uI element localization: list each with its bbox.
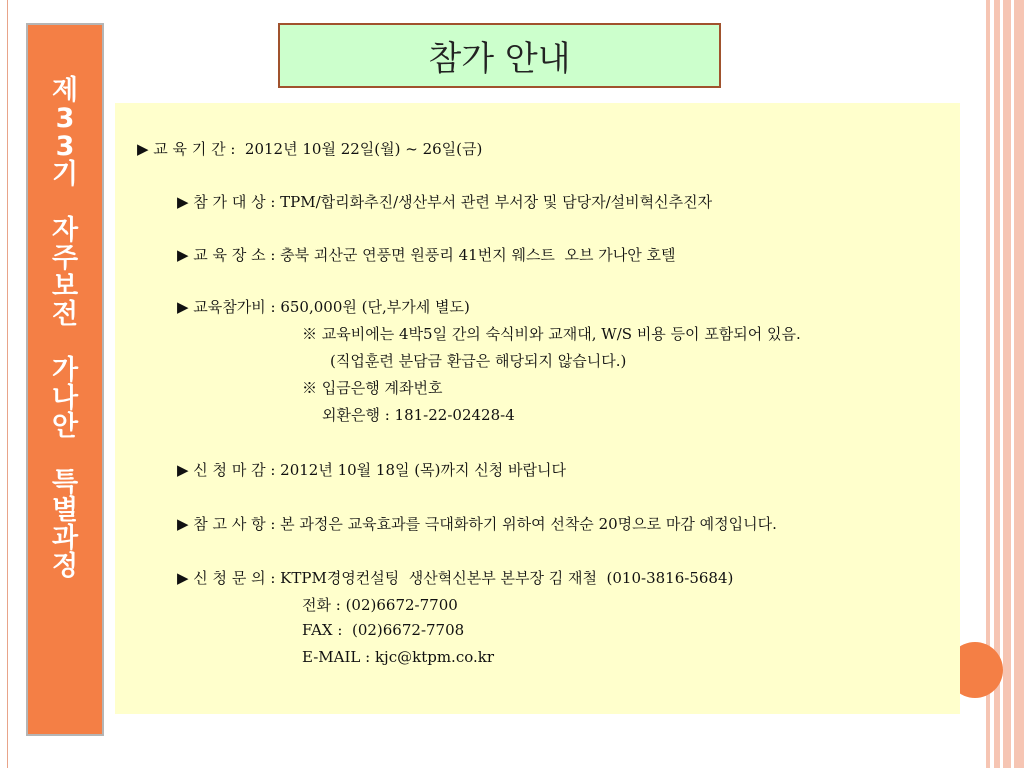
- target-participants: ▶ 참 가 대 상 : TPM/합리화추진/생산부서 관련 부서장 및 담당자/설비혁신추진자: [177, 193, 713, 211]
- content-panel: [115, 103, 960, 714]
- contact-email: E-MAIL : kjc@ktpm.co.kr: [302, 648, 495, 666]
- education-venue: ▶ 교 육 장 소 : 충북 괴산군 연풍면 원풍리 41번지 웨스트 오브 가나안 호텔: [177, 246, 676, 264]
- fee-refund-note: (직업훈련 분담금 환급은 해당되지 않습니다.): [330, 352, 627, 370]
- education-fee: ▶ 교육참가비 : 650,000원 (단,부가세 별도): [177, 298, 470, 316]
- side-title: 제 3 3 기 자 주 보 전 가 나 안 특 별 과 정: [51, 75, 79, 582]
- side-title-bar: [26, 23, 104, 736]
- fee-note: ※ 교육비에는 4박5일 간의 숙식비와 교재대, W/S 비용 등이 포함되어 있음.: [302, 325, 801, 343]
- application-deadline: ▶ 신 청 마 감 : 2012년 10월 18일 (목)까지 신청 바랍니다: [177, 461, 566, 479]
- page-title: 참가 안내: [278, 23, 721, 88]
- reference-notice: ▶ 참 고 사 항 : 본 과정은 교육효과를 극대화하기 위하여 선착순 20명으로 마감 예정입니다.: [177, 515, 777, 533]
- contact-phone: 전화 : (02)6672-7700: [302, 596, 458, 614]
- bank-note: ※ 입금은행 계좌번호: [302, 379, 443, 397]
- inquiry-contact: ▶ 신 청 문 의 : KTPM경영컨설팅 생산혁신본부 본부장 김 재철 (010-3816-5684): [177, 569, 734, 587]
- bank-account: 외환은행 : 181-22-02428-4: [322, 406, 515, 424]
- stripe: [1003, 0, 1011, 768]
- stripe: [1014, 0, 1024, 768]
- contact-fax: FAX : (02)6672-7708: [302, 621, 465, 639]
- education-period: ▶ 교 육 기 간 : 2012년 10월 22일(월) ~ 26일(금): [137, 140, 483, 158]
